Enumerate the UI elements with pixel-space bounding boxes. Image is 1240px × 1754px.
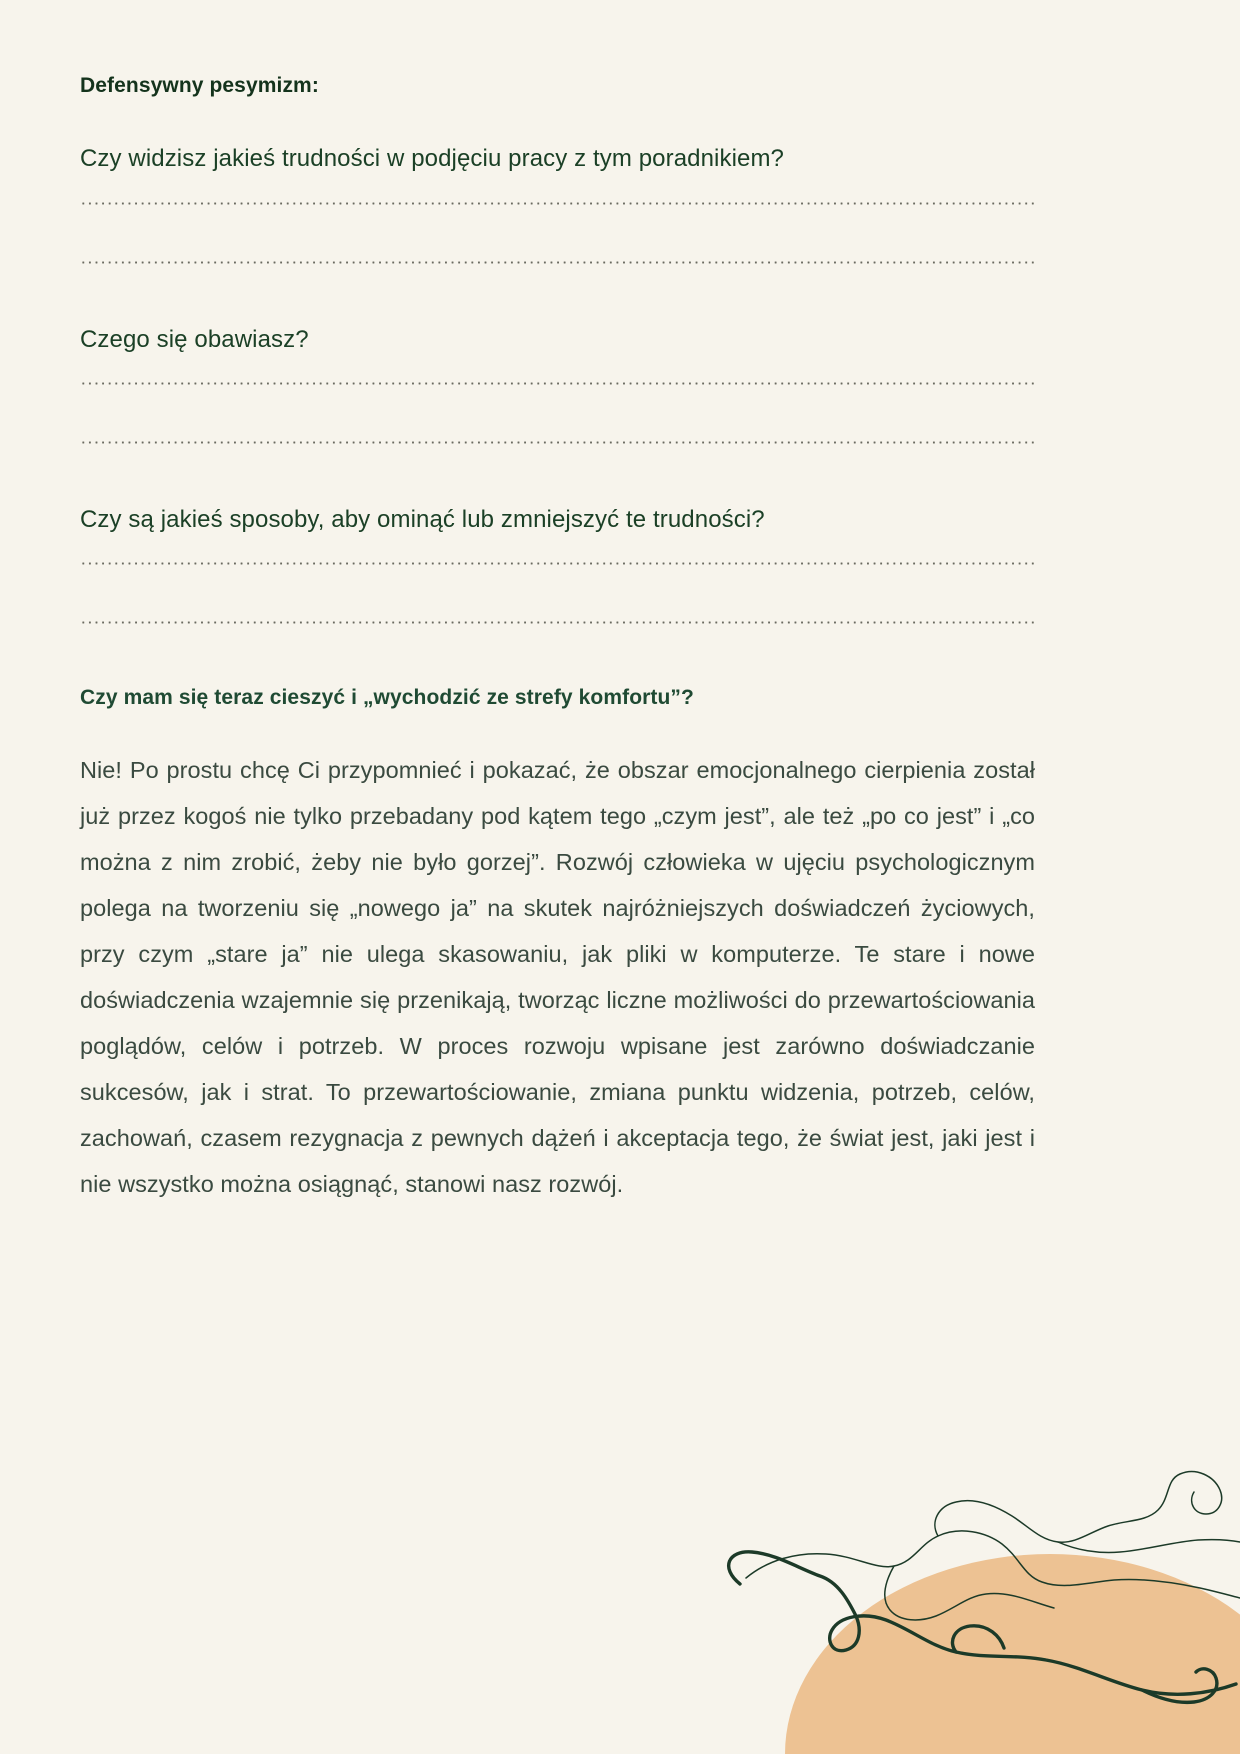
squiggle-line-art — [729, 1472, 1240, 1703]
answer-line-3b[interactable] — [80, 621, 1035, 624]
section-title: Defensywny pesymizm: — [80, 74, 319, 97]
page-content — [80, 72, 1035, 1207]
answer-line-2b[interactable] — [80, 441, 1035, 444]
answer-line-1a[interactable] — [80, 202, 1035, 205]
decorative-artwork — [680, 1354, 1240, 1754]
question-text-2: Czego się obawiasz? — [80, 325, 309, 353]
answer-line-1b[interactable] — [80, 261, 1035, 264]
peach-blob-shape — [785, 1554, 1240, 1754]
answer-line-2a[interactable] — [80, 382, 1035, 385]
question-text-1: Czy widzisz jakieś trudności w podjęciu pracy z tym poradnikiem? — [80, 145, 784, 173]
article-paragraph: Nie! Po prostu chcę Ci przypomnieć i pokazać, że obszar emocjonalnego cierpienia został już przez kogoś nie tylko przebadany pod kątem tego „czym jest”, ale też „po co jest” i „co można z nim zrobić, żeby nie było gorzej”. Rozwój człowieka w ujęciu psychologicznym polega na tworzeniu się „nowego ja” na skutek najróżniejszych doświadczeń życiowych, przy czym „stare ja” nie ulega skasowaniu, jak pliki w komputerze. Te stare i nowe doświadczenia wzajemnie się przenikają, tworząc liczne możliwości do przewartościowania poglądów, celów i potrzeb. W proces rozwoju wpisane jest zarówno doświadczanie sukcesów, jak i strat. To przewartościowanie, zmiana punktu widzenia, potrzeb, celów, zachowań, czasem rezygnacja z pewnych dążeń i akceptacja tego, że świat jest, jaki jest i nie wszystko można osiągnąć, stanowi nasz rozwój. — [80, 756, 1035, 1198]
question-block-2 — [80, 324, 1035, 444]
answer-line-3a[interactable] — [80, 562, 1035, 565]
question-text-3: Czy są jakieś sposoby, aby ominąć lub zmniejszyć te trudności? — [80, 506, 765, 534]
question-block-3 — [80, 504, 1035, 624]
article-subheading: Czy mam się teraz cieszyć i „wychodzić ze strefy komfortu”? — [80, 686, 694, 710]
question-block-1 — [80, 143, 1035, 263]
